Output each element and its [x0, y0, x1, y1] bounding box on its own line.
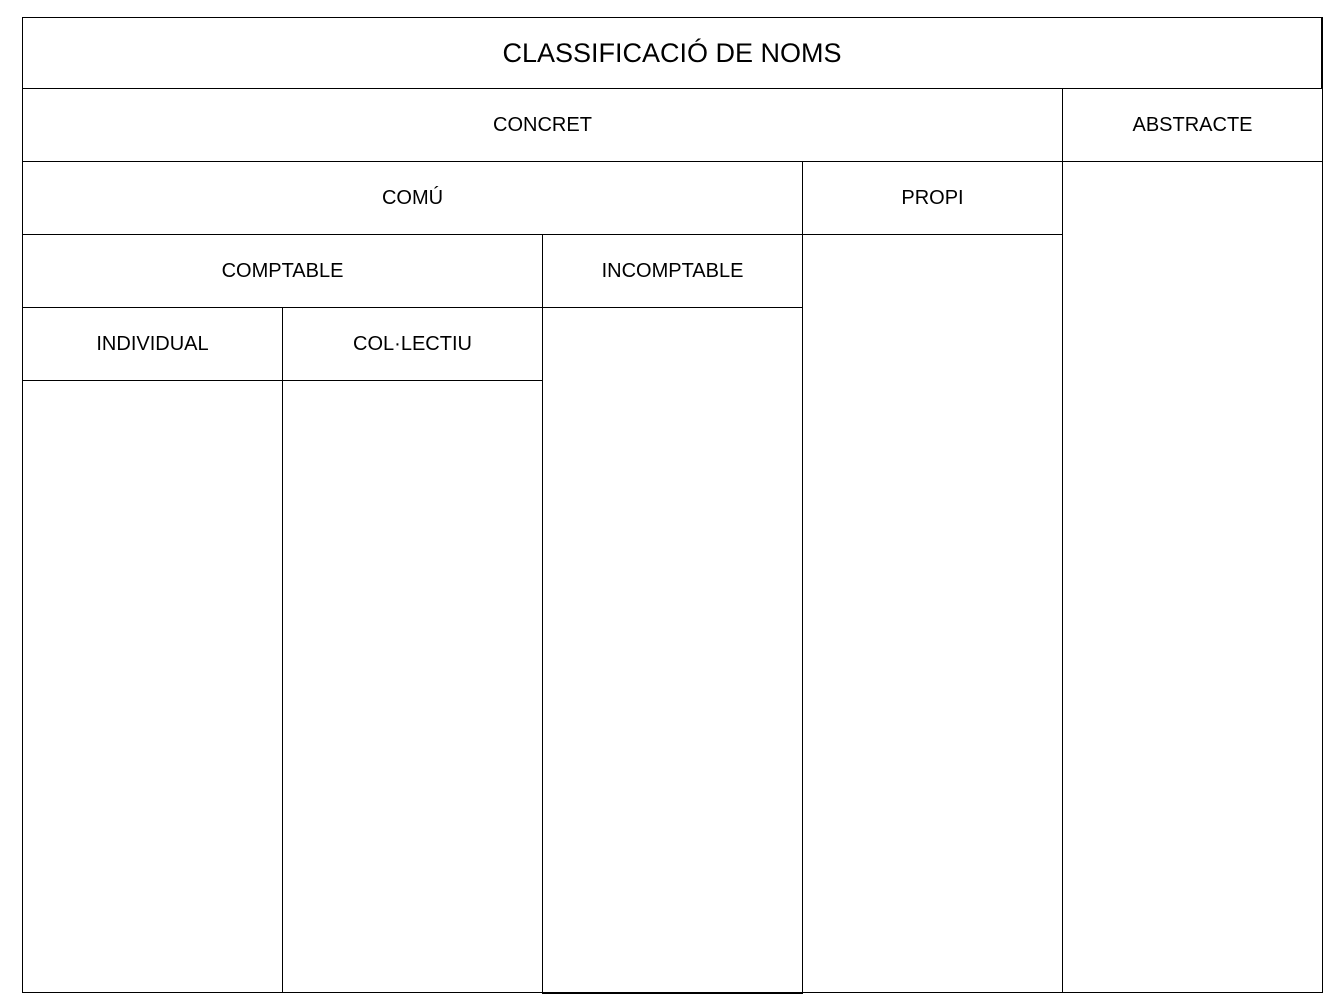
- header-individual: INDIVIDUAL: [22, 307, 283, 381]
- header-propi: PROPI: [802, 161, 1063, 235]
- header-comptable: COMPTABLE: [22, 234, 543, 308]
- header-abstracte: ABSTRACTE: [1062, 88, 1323, 162]
- header-comu: COMÚ: [22, 161, 803, 235]
- table-title: CLASSIFICACIÓ DE NOMS: [22, 17, 1323, 89]
- column-abstracte-body[interactable]: [1062, 161, 1323, 993]
- column-individual-body[interactable]: [22, 380, 283, 993]
- header-collectiu: COL·LECTIU: [282, 307, 543, 381]
- header-incomptable: INCOMPTABLE: [542, 234, 803, 308]
- column-incomptable-body[interactable]: [542, 307, 803, 994]
- column-propi-body[interactable]: [802, 234, 1063, 993]
- header-concret: CONCRET: [22, 88, 1063, 162]
- column-collectiu-body[interactable]: [282, 380, 543, 993]
